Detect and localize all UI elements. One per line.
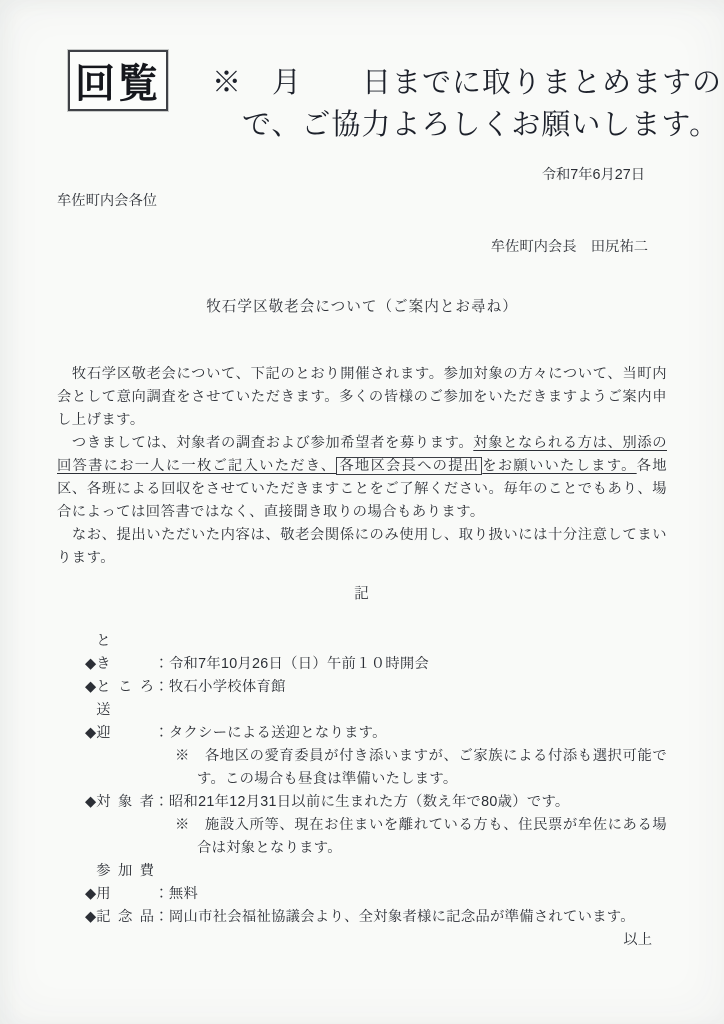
item-label: 送 迎: [96, 702, 141, 741]
item-colon: ：: [154, 794, 169, 810]
notice-header: [0, 0, 724, 160]
item-value: 令和7年10月26日（日）午前１０時開会: [168, 656, 430, 672]
closing-word: 以上: [623, 932, 652, 948]
body-text: [0, 363, 724, 570]
diamond-bullet-icon: ◆: [85, 909, 97, 925]
list-item-eligibility: [85, 791, 667, 814]
paragraph-2-boxed-phrase: 各地区会長への提出: [336, 457, 482, 475]
header-note-line-2: で、ご協力よろしくお願いします。: [242, 109, 720, 141]
paragraph-2-rest: 各地区、各班による回収をさせていただきますことをご了解ください。毎年のことでもあり、場合によっては回答書ではなく、直接聞き取りの場合もあります。: [57, 458, 668, 520]
list-item-transport: [85, 699, 667, 745]
item-colon: ：: [154, 909, 169, 925]
item-value: 岡山市社会福祉協議会より、全対象者様に記念品が準備されています。: [168, 909, 635, 925]
item-value: 牧石小学校体育館: [168, 679, 286, 695]
list-item-souvenir: [85, 906, 667, 929]
item-label: と こ ろ: [96, 679, 155, 695]
paragraph-2-intro: つきましては、対象者の調査および参加希望者を募ります。: [57, 435, 474, 451]
item-colon: ：: [154, 725, 169, 741]
item-label: 記 念 品: [96, 909, 155, 925]
paragraph-2-underlined-1: 対象となられる方は、別添の回答書にお一人に一枚ご記入いただき、: [57, 435, 667, 474]
header-note-line-1: ※ 月 日までに取りまとめますの: [212, 67, 723, 99]
diamond-bullet-icon: ◆: [85, 656, 97, 672]
item-value: タクシーによる送迎となります。: [168, 725, 387, 741]
item-colon: ：: [154, 656, 169, 672]
item-colon: ：: [154, 679, 169, 695]
record-marker: 記: [354, 586, 370, 602]
list-item-eligibility-note: ※ 施設入所等、現在お住まいを離れている方も、住民票が牟佐にある場合は対象となります。: [175, 817, 667, 856]
item-label: 参加費用: [96, 863, 155, 902]
paragraph-2: [57, 432, 667, 524]
sender: 牟佐町内会長 田尻祐二: [490, 239, 648, 255]
addressee: 牟佐町内会各位: [57, 193, 158, 209]
item-value: 昭和21年12月31日以前に生まれた方（数え年で80歳）です。: [168, 794, 570, 810]
circulation-stamp-box: [68, 50, 168, 111]
list-item-fee: [85, 860, 667, 906]
details-list: [0, 630, 724, 952]
paragraph-2-underlined-2: をお願いいたします。: [482, 458, 637, 474]
diamond-bullet-icon: ◆: [85, 794, 97, 810]
item-label: 対 象 者: [96, 794, 155, 810]
diamond-bullet-icon: ◆: [85, 886, 97, 902]
list-item-place: [85, 676, 667, 699]
issue-date: 令和7年6月27日: [541, 167, 645, 183]
list-item-transport-note: ※ 各地区の愛育委員が付き添いますが、ご家族による付添も選択可能です。この場合も昼食は準備いたします。: [175, 748, 667, 787]
header-note: [212, 62, 722, 146]
circulation-stamp-label: 回覧: [75, 61, 161, 106]
item-colon: ：: [154, 886, 169, 902]
diamond-bullet-icon: ◆: [85, 725, 97, 741]
paragraph-3: なお、提出いただいた内容は、敬老会関係にのみ使用し、取り扱いには十分注意してまいります。: [57, 527, 667, 566]
document-title: 牧石学区敬老会について（ご案内とお尋ね）: [206, 299, 518, 315]
item-value: 無料: [168, 886, 199, 902]
item-label: と き: [96, 633, 141, 672]
diamond-bullet-icon: ◆: [85, 679, 97, 695]
paragraph-1: 牧石学区敬老会について、下記のとおり開催されます。参加対象の方々について、当町内会として意向調査をさせていただきます。多くの皆様のご参加をいただきますようご案内申し上げます。: [57, 366, 667, 428]
list-item-time: [85, 630, 667, 676]
